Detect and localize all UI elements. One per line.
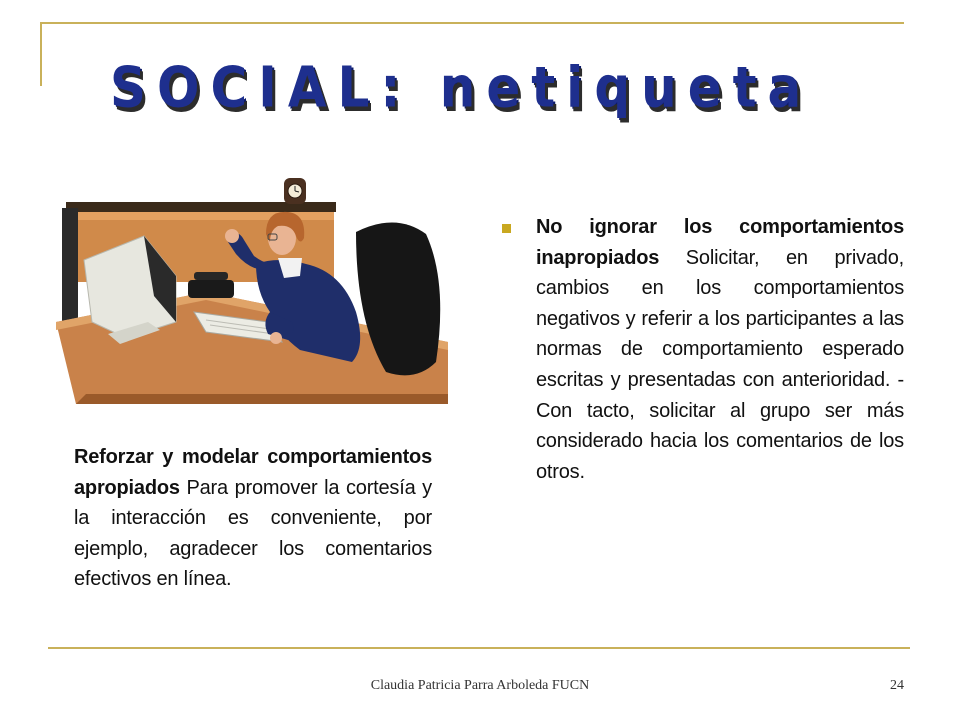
- right-bullet-body: Solicitar, en privado, cambios en los comportamientos negativos y referir a los participantes a las normas de comportamiento esperado escritas y presentadas con anterioridad. - Con tacto, solicitar al grupo ser más considerado hacia los comentarios de los otros.: [536, 246, 904, 483]
- left-paragraph-bold-lead: Reforzar y modelar comportamientos apropiados: [74, 446, 432, 499]
- frame-bottom-line: [48, 647, 910, 649]
- right-bullet-bold-lead: No ignorar los comportamientos inapropiados: [536, 216, 904, 269]
- footer-author: Claudia Patricia Parra Arboleda FUCN: [370, 678, 590, 693]
- slide-title: SOCIAL: netiqueta: [110, 54, 813, 120]
- frame-top-line: [40, 22, 904, 24]
- right-bullet-block: [494, 212, 904, 487]
- left-paragraph: [74, 442, 432, 595]
- woman-at-computer-illustration: [56, 172, 448, 404]
- square-bullet-icon: [502, 224, 511, 233]
- page-number: 24: [890, 678, 904, 693]
- frame-left-line: [40, 22, 42, 86]
- right-bullet-text: [536, 212, 904, 487]
- left-paragraph-body: Para promover la cortesía y la interacción es conveniente, por ejemplo, agradecer los comentarios efectivos en línea.: [74, 476, 432, 591]
- clock-icon: [284, 178, 306, 204]
- telephone-icon: [188, 272, 234, 298]
